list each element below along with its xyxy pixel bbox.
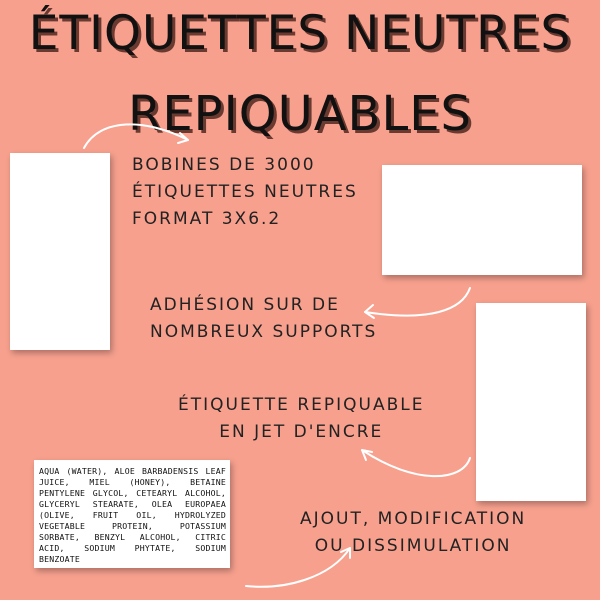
feature-adhesion-line-1: ADHÉSION SUR DE bbox=[150, 295, 340, 315]
feature-ajout-line-1: AJOUT, MODIFICATION bbox=[300, 509, 527, 529]
feature-repiquable-line-1: ÉTIQUETTE REPIQUABLE bbox=[178, 395, 425, 415]
feature-bobines-line-3: FORMAT 3X6.2 bbox=[132, 209, 282, 229]
ingredients-label: AQUA (WATER), ALOE BARBADENSIS LEAF JUICE, MIEL (HONEY), BETAINE PENTYLENE GLYCOL, CETEARYL ALCOHOL, GLYCERYL STEARATE, OLEA EUROPAEA (OLIVE, FRUIT OIL, HYDROLYZED VEGETABLE PROTEIN, POTASSIUM SORBATE, BENZYL ALCOHOL, CITRIC ACID, SODIUM PHYTATE, SODIUM BENZOATE bbox=[34, 460, 230, 568]
feature-bobines-line-2: ÉTIQUETTES NEUTRES bbox=[132, 182, 358, 202]
title-line-1: ÉTIQUETTES NEUTRES bbox=[28, 6, 572, 61]
feature-repiquable-line-2: EN JET D'ENCRE bbox=[219, 422, 384, 442]
feature-ajout-line-2: OU DISSIMULATION bbox=[314, 536, 512, 556]
curved-arrow-middle bbox=[365, 288, 470, 316]
curved-arrow-lower bbox=[362, 450, 470, 476]
curved-arrow-bottom bbox=[246, 548, 350, 587]
title-line-2: REPIQUABLES bbox=[128, 86, 472, 142]
curved-arrow-top bbox=[84, 124, 188, 148]
feature-adhesion-line-2: NOMBREUX SUPPORTS bbox=[150, 322, 378, 342]
feature-bobines-line-1: BOBINES DE 3000 bbox=[132, 155, 316, 175]
